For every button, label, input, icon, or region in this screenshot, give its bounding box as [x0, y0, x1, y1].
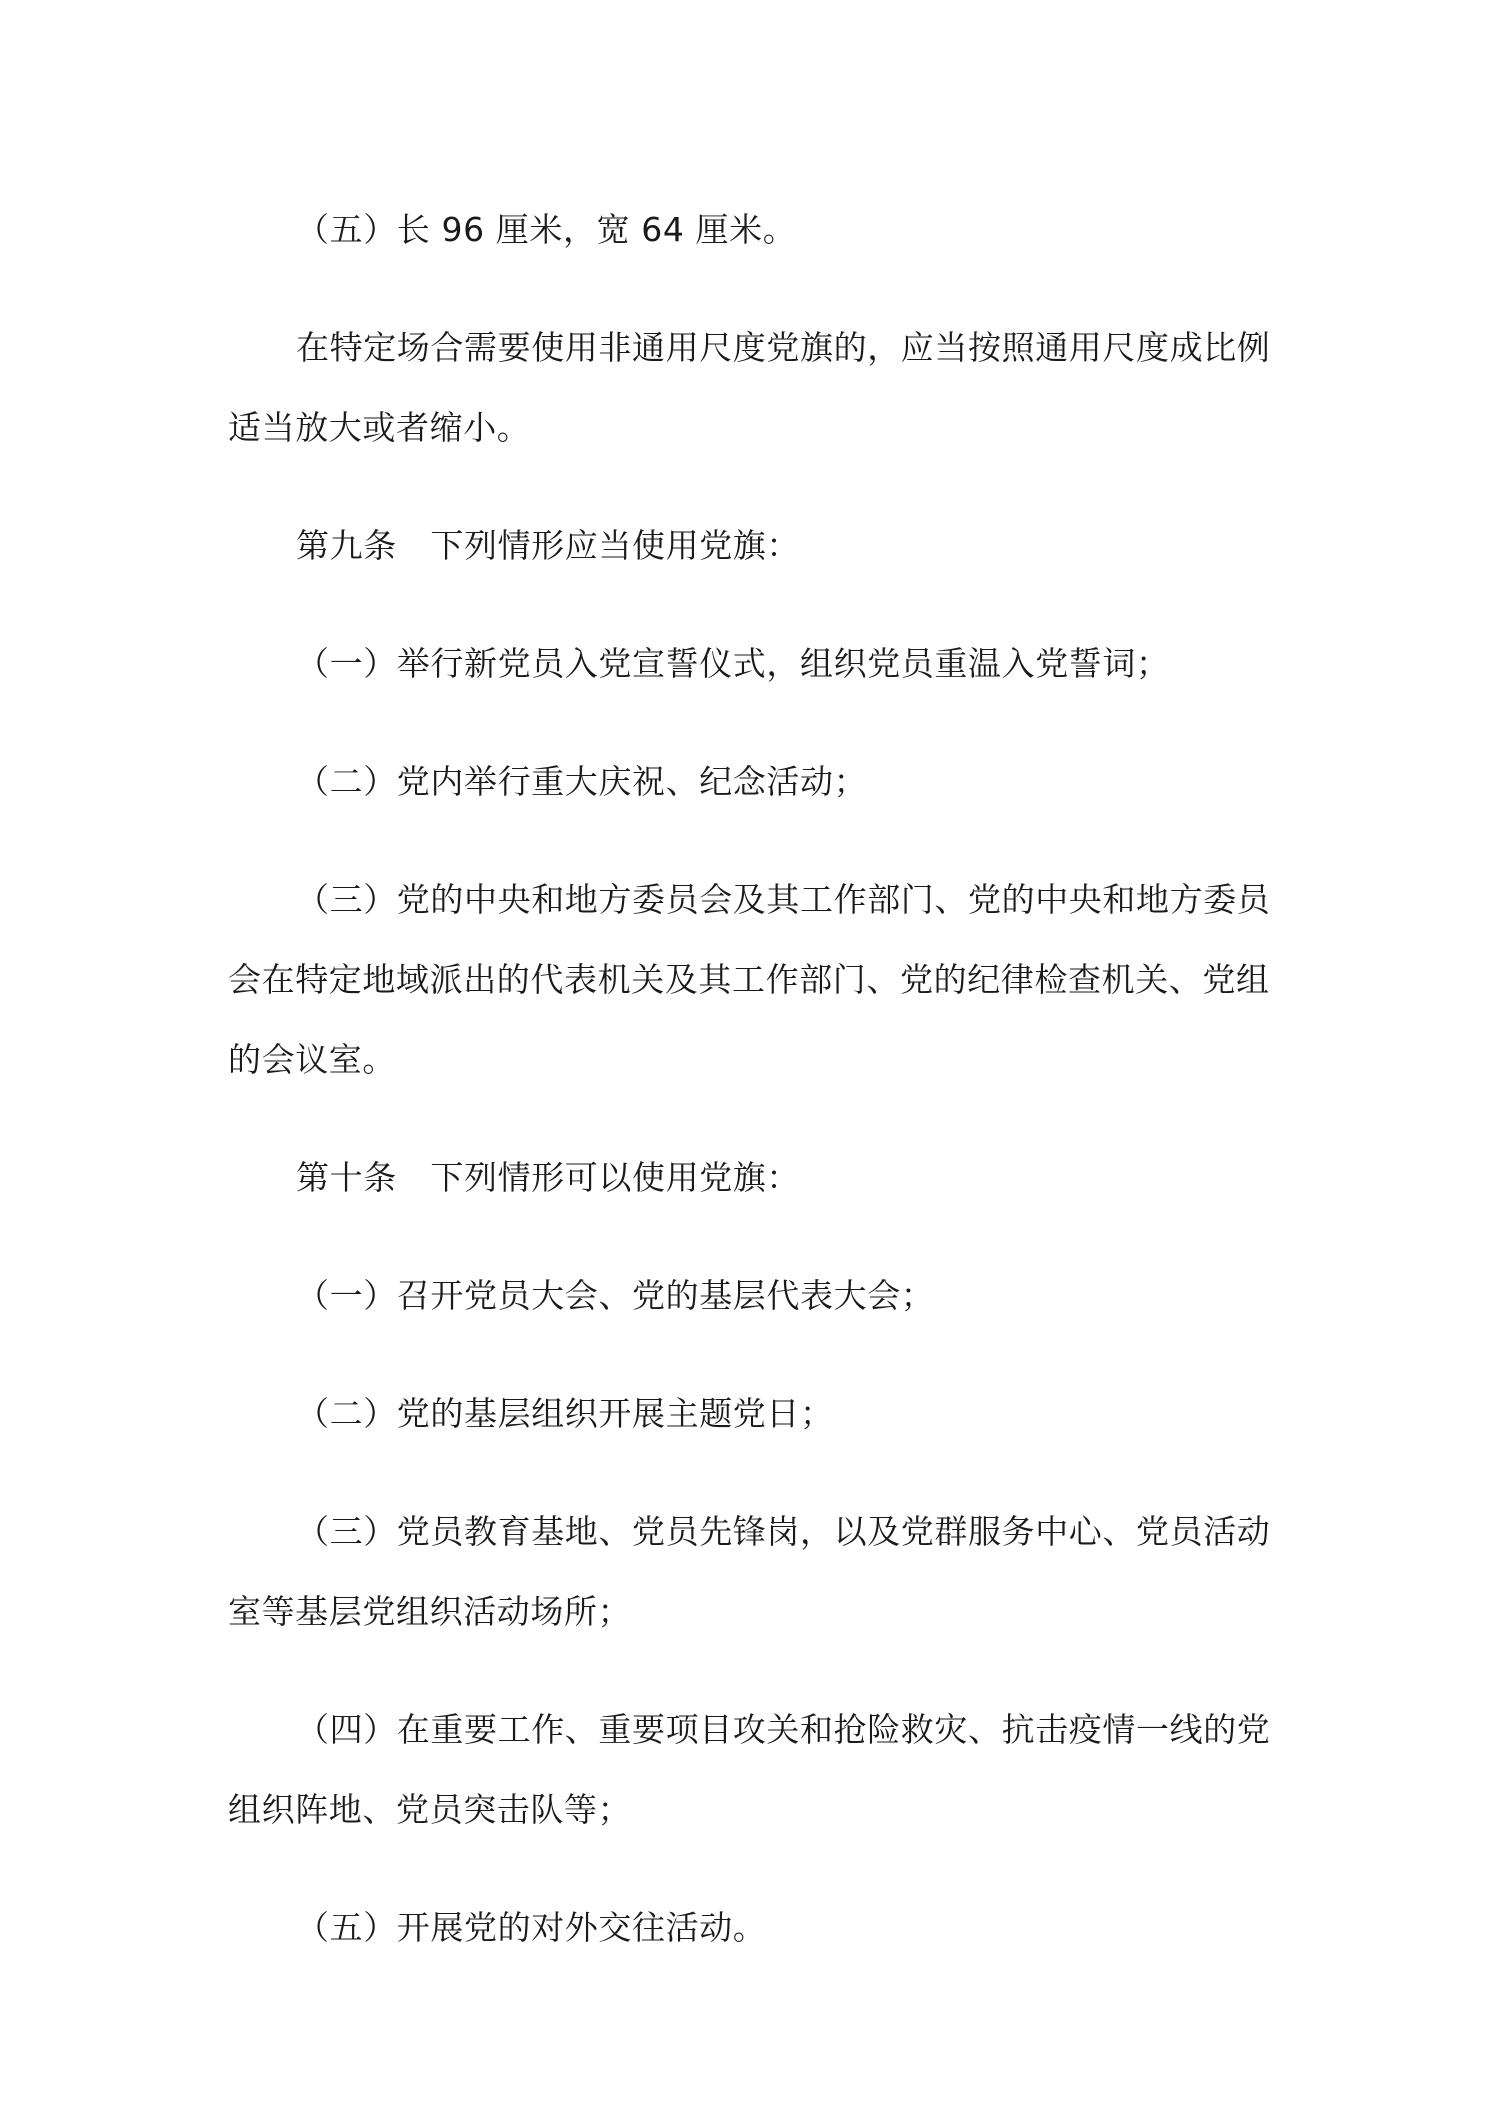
article-9-item-1: （一）举行新党员入党宣誓仪式，组织党员重温入党誓词； — [296, 644, 1170, 683]
paragraph-nonstandard-size: 在特定场合需要使用非通用尺度党旗的，应当按照通用尺度成比例适当放大或者缩小。 — [228, 328, 1271, 447]
article-10-item-1: （一）召开党员大会、党的基层代表大会； — [296, 1276, 935, 1315]
article-10-item-5: （五）开展党的对外交往活动。 — [296, 1908, 767, 1947]
article-10-heading: 第十条 下列情形可以使用党旗： — [296, 1158, 800, 1197]
article-9-item-2: （二）党内举行重大庆祝、纪念活动； — [296, 762, 868, 801]
paragraph-size-item-5: （五）长 96 厘米，宽 64 厘米。 — [296, 210, 797, 249]
article-10-item-3: （三）党员教育基地、党员先锋岗，以及党群服务中心、党员活动室等基层党组织活动场所； — [228, 1512, 1271, 1631]
article-10-item-4: （四）在重要工作、重要项目攻关和抢险救灾、抗击疫情一线的党组织阵地、党员突击队等； — [228, 1710, 1271, 1829]
article-9-item-3: （三）党的中央和地方委员会及其工作部门、党的中央和地方委员会在特定地域派出的代表机关及其工作部门、党的纪律检查机关、党组的会议室。 — [228, 880, 1271, 1079]
article-10-item-2: （二）党的基层组织开展主题党日； — [296, 1394, 834, 1433]
document-body — [228, 190, 1288, 2006]
article-9-heading: 第九条 下列情形应当使用党旗： — [296, 526, 800, 565]
